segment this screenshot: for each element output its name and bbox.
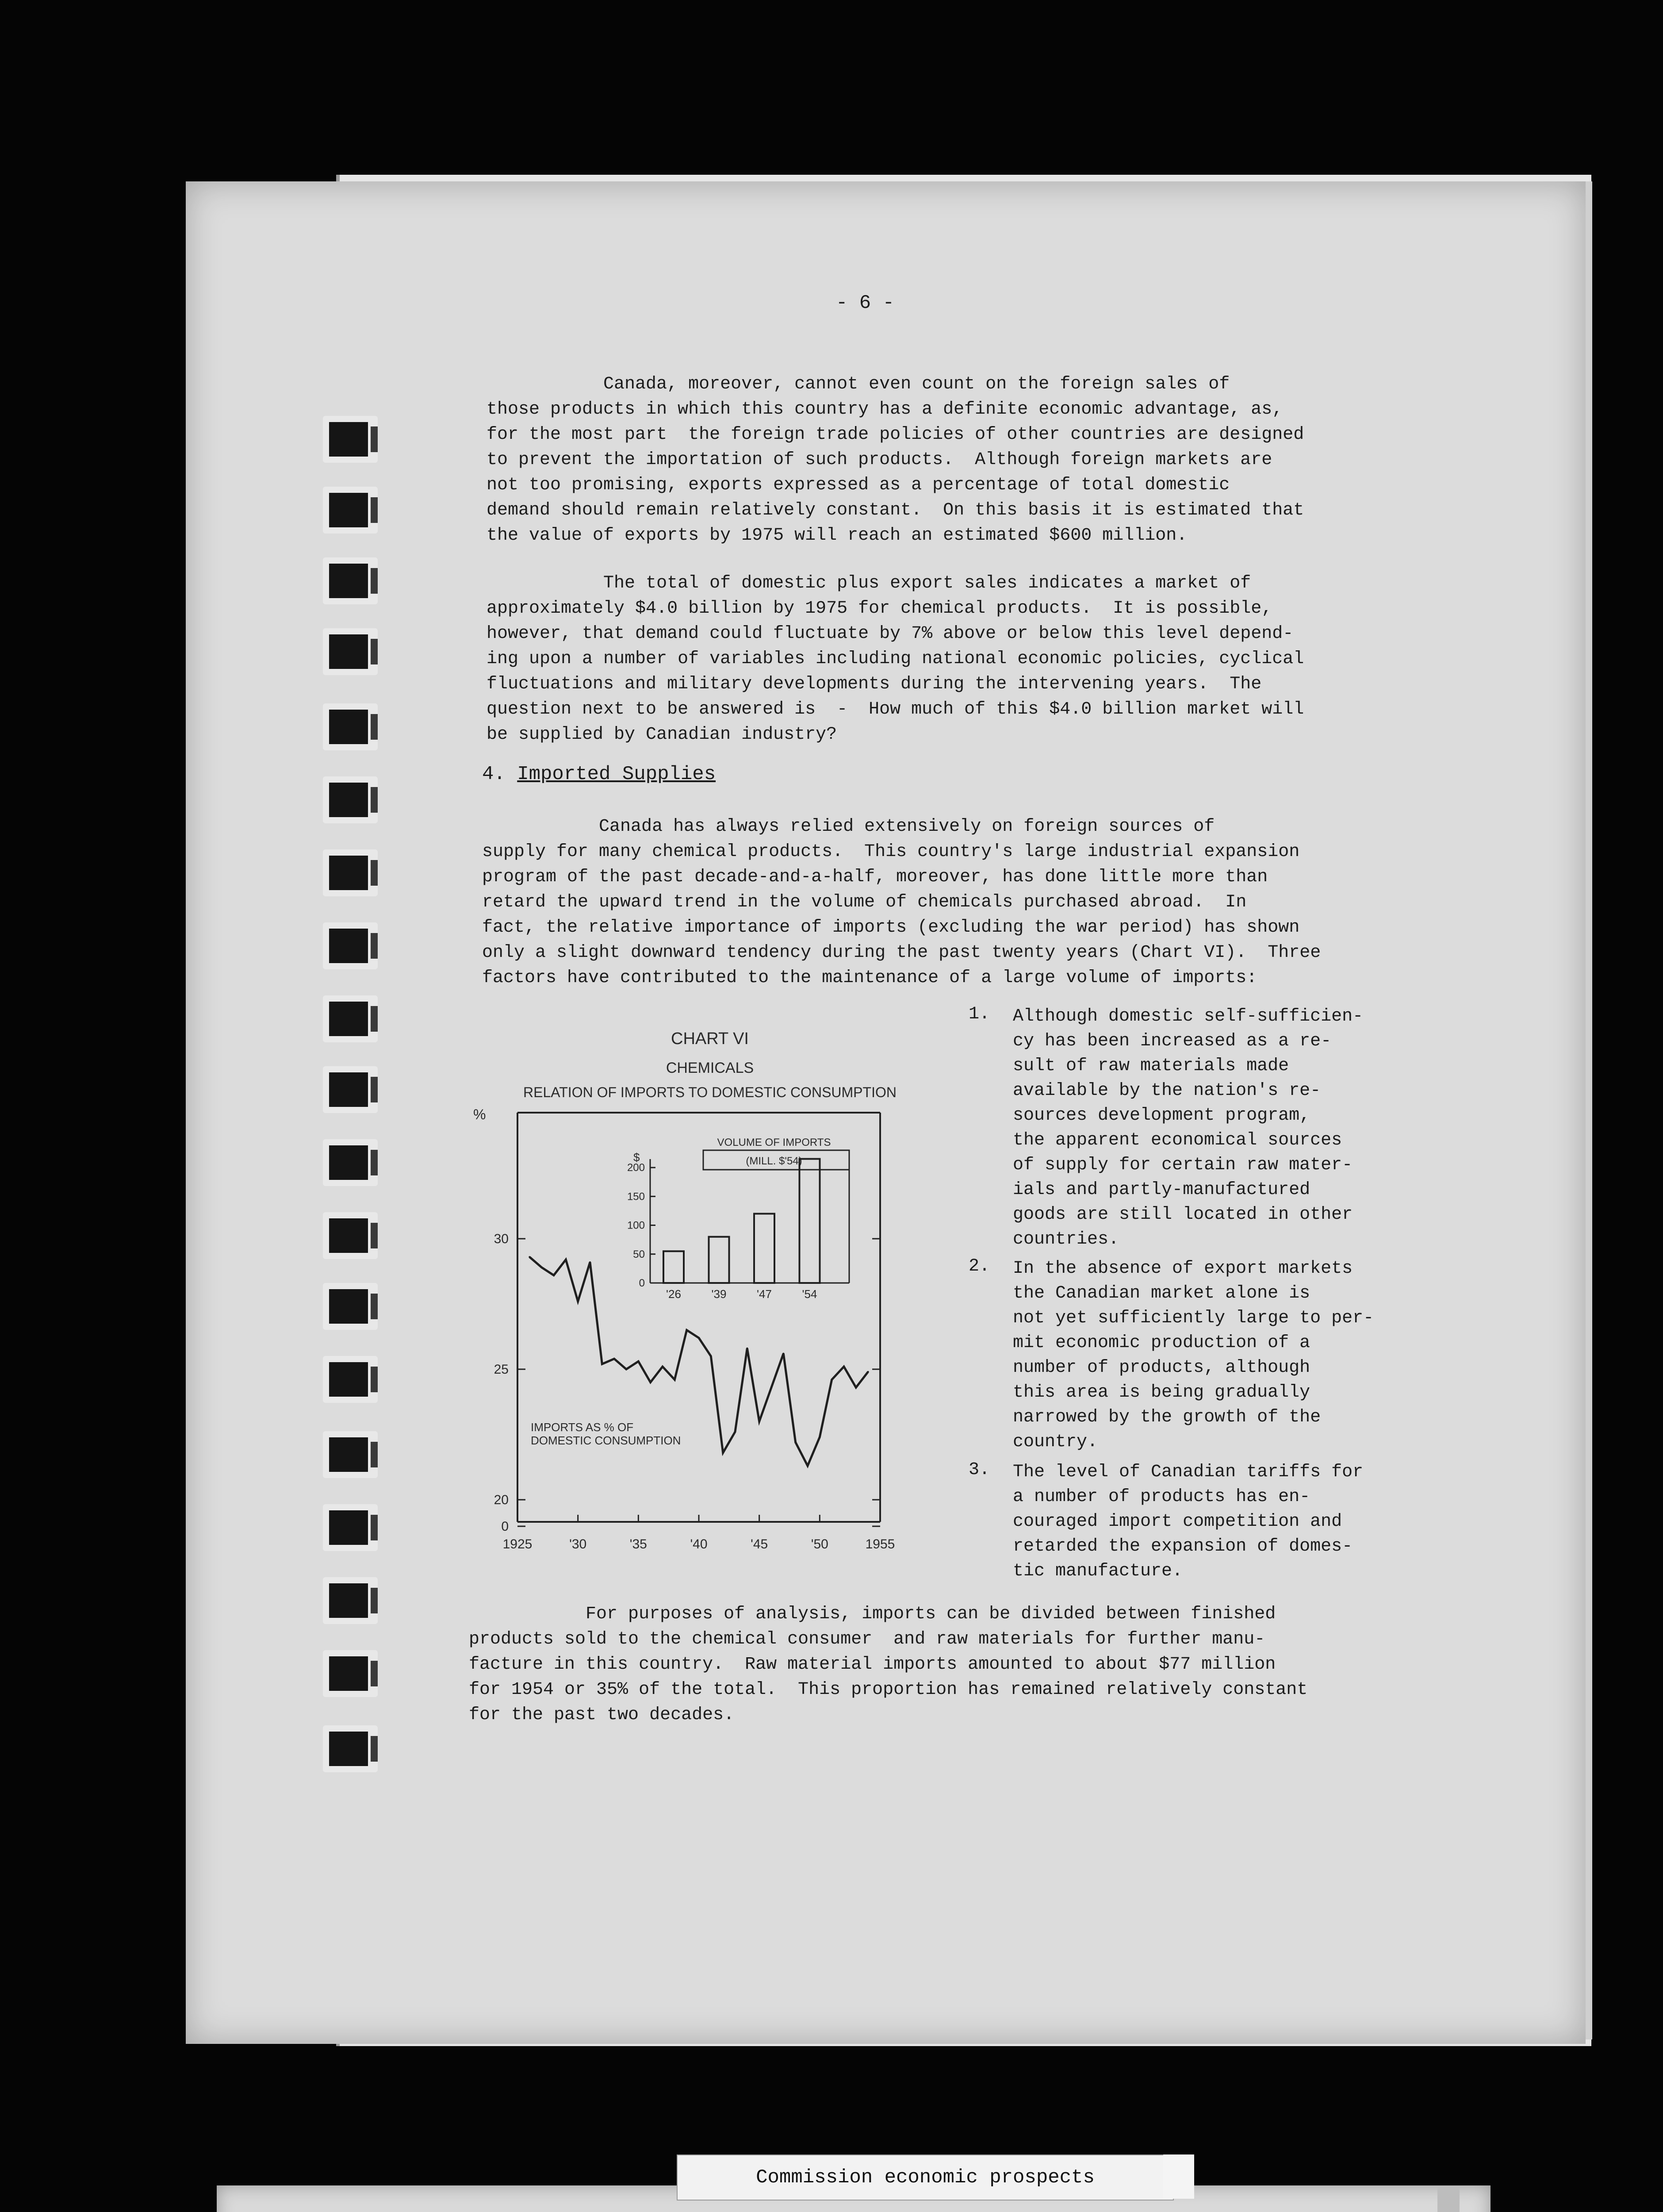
inset-bar-chart — [627, 1137, 849, 1301]
data-point — [625, 1368, 627, 1370]
data-point — [722, 1452, 724, 1454]
text-line: not too promising, exports expressed as a percentage of total domestic — [487, 475, 1230, 495]
factor-line: narrowed by the growth of the — [1013, 1407, 1321, 1427]
data-point — [759, 1421, 760, 1422]
inset-y-tick-label: 200 — [627, 1162, 645, 1174]
factor-line: the apparent economical sources — [1013, 1130, 1342, 1150]
binding-ring — [323, 776, 378, 823]
factor-line: this area is being gradually — [1013, 1382, 1310, 1402]
page-number: - 6 - — [836, 292, 895, 314]
text-line: for the past two decades. — [469, 1705, 735, 1725]
text-line: the value of exports by 1975 will reach an estimated $600 million. — [487, 526, 1188, 545]
chart-y-label: % — [473, 1106, 486, 1122]
data-point — [710, 1356, 712, 1357]
text-line: products sold to the chemical consumer and raw materials for further manu- — [469, 1629, 1265, 1649]
binding-ring — [323, 1139, 378, 1186]
inset-title: VOLUME OF IMPORTS — [717, 1137, 831, 1148]
data-point — [565, 1259, 567, 1260]
text-line: question next to be answered is - How much of this $4.0 billion market will — [487, 699, 1304, 719]
chart-series-label-2: DOMESTIC CONSUMPTION — [531, 1434, 681, 1447]
factor-line: countries. — [1013, 1229, 1119, 1249]
factor-text — [1013, 1256, 1374, 1455]
text-line: Canada has always relied extensively on foreign sources of — [482, 817, 1215, 837]
archive-tag: Commission economic prospects — [677, 2154, 1174, 2200]
inset-x-tick-label: '39 — [711, 1287, 727, 1301]
factor-number: 2. — [969, 1256, 990, 1276]
text-line: for 1954 or 35% of the total. This proportion has remained relatively constant — [469, 1680, 1308, 1700]
factor-line: ials and partly-manufactured — [1013, 1180, 1310, 1200]
text-line: supply for many chemical products. This country's large industrial expansion — [482, 842, 1300, 862]
factor-line: In the absence of export markets — [1013, 1259, 1353, 1279]
data-point — [855, 1386, 857, 1388]
text-line: to prevent the importation of such products. Although foreign markets are — [487, 450, 1272, 470]
data-point — [650, 1382, 651, 1383]
factor-line: available by the nation's re- — [1013, 1081, 1321, 1101]
factor-line: The level of Canadian tariffs for — [1013, 1462, 1364, 1482]
data-point — [770, 1386, 772, 1388]
data-point — [698, 1337, 700, 1339]
binding-ring — [323, 1725, 378, 1772]
factor-line: number of products, although — [1013, 1358, 1310, 1378]
data-point — [807, 1465, 809, 1467]
inset-y-tick-label: 50 — [633, 1248, 645, 1260]
factor-line: tic manufacture. — [1013, 1561, 1183, 1581]
data-point — [601, 1363, 603, 1365]
text-line: for the most part the foreign trade policies of other countries are designed — [487, 425, 1304, 445]
binding-ring — [323, 416, 378, 463]
data-point — [843, 1366, 845, 1367]
binding-ring — [323, 1431, 378, 1478]
binding-ring — [323, 1283, 378, 1330]
text-line: retard the upward trend in the volume of chemicals purchased abroad. In — [482, 892, 1247, 912]
factor-line: of supply for certain raw mater- — [1013, 1155, 1353, 1175]
text-line: Canada, moreover, cannot even count on the foreign sales of — [487, 374, 1230, 394]
data-point — [686, 1329, 688, 1331]
inset-y-tick-label: 100 — [627, 1219, 645, 1232]
chart-y-ticks — [494, 1232, 880, 1534]
text-line: For purposes of analysis, imports can be divided between finished — [469, 1604, 1276, 1624]
factor-line: Although domestic self-sufficien- — [1013, 1006, 1364, 1026]
data-point — [553, 1275, 555, 1276]
chart-series-label: IMPORTS AS % OF — [531, 1421, 634, 1434]
text-line: facture in this country. Raw material imports amounted to about $77 million — [469, 1655, 1276, 1674]
x-tick-label: '45 — [751, 1537, 768, 1551]
data-point — [734, 1431, 736, 1433]
factor-number: 1. — [969, 1004, 990, 1024]
binding-ring — [323, 1650, 378, 1697]
chart-frame — [517, 1113, 880, 1522]
data-point — [613, 1358, 615, 1359]
binding-ring — [323, 1066, 378, 1113]
data-point — [541, 1267, 543, 1268]
inset-x-tick-label: '26 — [666, 1287, 681, 1301]
x-tick-label: '30 — [569, 1537, 587, 1551]
text-line: program of the past decade-and-a-half, moreover, has done little more than — [482, 867, 1268, 887]
chart-x-ticks — [503, 1515, 895, 1551]
data-point — [782, 1353, 784, 1355]
factor-line: not yet sufficiently large to per- — [1013, 1308, 1374, 1328]
chart-title: CHART VI — [671, 1029, 749, 1048]
text-line: fact, the relative importance of imports (excluding the war period) has shown — [482, 918, 1300, 937]
text-line: approximately $4.0 billion by 1975 for chemical products. It is possible, — [487, 599, 1272, 618]
factor-line: sult of raw materials made — [1013, 1056, 1289, 1076]
x-tick-label: '35 — [629, 1537, 647, 1551]
data-point — [831, 1379, 833, 1381]
binding-ring — [323, 995, 378, 1042]
text-line: be supplied by Canadian industry? — [487, 725, 837, 745]
factor-line: mit economic production of a — [1013, 1333, 1310, 1353]
binding-ring — [323, 1577, 378, 1624]
section-title: Imported Supplies — [517, 763, 716, 785]
text-line: however, that demand could fluctuate by 7% above or below this level depend- — [487, 624, 1294, 644]
x-tick-label: 1955 — [865, 1537, 895, 1551]
inset-y-tick-label: 0 — [639, 1277, 645, 1289]
paragraph-analysis — [469, 1601, 1307, 1728]
text-line: factors have contributed to the maintenance of a large volume of imports: — [482, 968, 1257, 988]
binding-ring — [323, 1212, 378, 1259]
binding-ring — [323, 849, 378, 896]
text-line: fluctuations and military developments during the intervening years. The — [487, 674, 1262, 694]
text-line: ing upon a number of variables including national economic policies, cyclical — [487, 649, 1304, 669]
plate-strip — [1437, 2188, 1460, 2212]
factor-line: goods are still located in other — [1013, 1205, 1353, 1225]
binding-ring — [323, 922, 378, 969]
data-point — [529, 1256, 530, 1258]
chart-vi — [469, 1013, 911, 1579]
y-tick-label: 0 — [501, 1519, 509, 1534]
inset-subtitle: (MILL. $'54) — [746, 1155, 802, 1167]
binding-ring — [323, 628, 378, 675]
factor-number: 3. — [969, 1460, 990, 1480]
data-point — [795, 1441, 797, 1443]
factor-line: cy has been increased as a re- — [1013, 1031, 1332, 1051]
y-tick-label: 25 — [494, 1362, 509, 1377]
data-point — [746, 1348, 748, 1349]
text-line: demand should remain relatively constant. On this basis it is estimated that — [487, 500, 1304, 520]
binding-ring — [323, 557, 378, 604]
inset-y-tick-label: 150 — [627, 1190, 645, 1203]
paragraph-imported-supplies — [482, 814, 1321, 991]
binding-ring — [323, 1356, 378, 1403]
text-line: The total of domestic plus export sales indicates a market of — [487, 573, 1251, 593]
data-point — [674, 1379, 675, 1381]
factor-text — [1013, 1460, 1363, 1584]
factor-line: a number of products has en- — [1013, 1487, 1310, 1507]
text-line: those products in which this country has a definite economic advantage, as, — [487, 399, 1283, 419]
binding-ring — [323, 487, 378, 534]
inset-bar — [800, 1159, 820, 1283]
paragraph-exports — [487, 372, 1304, 548]
binding-ring — [323, 1504, 378, 1551]
inset-x-tick-label: '47 — [757, 1287, 772, 1301]
section-number: 4. — [482, 763, 506, 785]
y-tick-label: 20 — [494, 1493, 509, 1507]
paragraph-market — [487, 571, 1304, 747]
inset-bar — [663, 1251, 684, 1283]
data-point — [589, 1261, 591, 1263]
inset-x-tick-label: '54 — [802, 1287, 817, 1301]
factor-line: the Canadian market alone is — [1013, 1283, 1310, 1303]
text-line: only a slight downward tendency during the past twenty years (Chart VI). Three — [482, 943, 1321, 963]
chart-subtitle-2: RELATION OF IMPORTS TO DOMESTIC CONSUMPTION — [523, 1084, 897, 1100]
binding-ring — [323, 703, 378, 750]
inset-bar — [754, 1214, 774, 1283]
data-point — [867, 1371, 869, 1373]
section-heading — [482, 761, 716, 787]
factor-text — [1013, 1004, 1363, 1252]
data-point — [819, 1436, 820, 1438]
tag-clip — [1163, 2154, 1194, 2199]
x-tick-label: '40 — [690, 1537, 708, 1551]
chart-subtitle: CHEMICALS — [666, 1060, 754, 1076]
y-tick-label: 30 — [494, 1232, 509, 1246]
factor-line: country. — [1013, 1432, 1098, 1452]
data-point — [662, 1366, 663, 1367]
factor-line: retarded the expansion of domes- — [1013, 1536, 1353, 1556]
inset-y-label: $ — [633, 1151, 640, 1164]
x-tick-label: 1925 — [502, 1537, 533, 1551]
data-point — [637, 1360, 639, 1362]
data-point — [577, 1301, 579, 1302]
x-tick-label: '50 — [811, 1537, 828, 1551]
inset-bar — [709, 1237, 729, 1283]
factor-line: couraged import competition and — [1013, 1512, 1342, 1532]
factor-line: sources development program, — [1013, 1106, 1310, 1125]
